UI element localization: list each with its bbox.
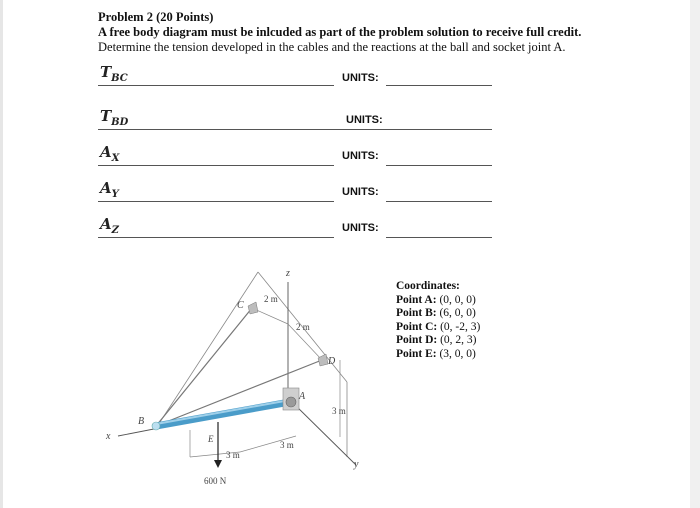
- load-label: 600 N: [204, 476, 227, 486]
- answer-label-ax: $A_X$: [100, 143, 120, 164]
- coordinates-heading: Coordinates:: [396, 280, 460, 292]
- units-label-ay: UNITS:: [342, 186, 379, 198]
- dim-be: 3 m: [226, 450, 240, 460]
- units-label-tbd: UNITS:: [346, 114, 383, 126]
- problem-header: [98, 10, 658, 55]
- anchor-d: [318, 354, 328, 366]
- answer-row-ax: [98, 142, 698, 166]
- problem-instruction: Determine the tension developed in the cables and the reactions at the ball and socket joint A.: [98, 40, 566, 54]
- units-blank-az[interactable]: [386, 237, 492, 238]
- pole-ab-highlight: [156, 400, 290, 424]
- label-e: E: [208, 434, 214, 444]
- coordinate-point-e: Point E: (3, 0, 0): [396, 347, 476, 360]
- answer-blank-tbd[interactable]: [98, 129, 492, 130]
- dim-d-offset: 2 m: [296, 322, 310, 332]
- answer-row-az: [98, 214, 698, 238]
- coordinate-point-a: Point A: (0, 0, 0): [396, 293, 476, 306]
- dim-height: 3 m: [332, 406, 346, 416]
- y-axis: [292, 402, 356, 465]
- units-blank-ax[interactable]: [386, 165, 492, 166]
- answer-row-ay: [98, 178, 698, 202]
- answer-label-az: $A_Z$: [100, 215, 119, 236]
- units-label-ax: UNITS:: [342, 150, 379, 162]
- dim-c-offset: 2 m: [264, 294, 278, 304]
- answer-row-tbd: [98, 106, 698, 130]
- answer-blank-tbc[interactable]: [98, 85, 334, 86]
- z-axis-label: z: [286, 268, 290, 279]
- coordinate-point-d: Point D: (0, 2, 3): [396, 334, 477, 346]
- wall-edge-left: [160, 272, 258, 422]
- problem-title: Problem 2 (20 Points): [98, 10, 214, 24]
- units-label-az: UNITS:: [342, 222, 379, 234]
- answer-row-tbc: [98, 62, 698, 86]
- problem-diagram: [100, 262, 370, 497]
- y-axis-label: y: [354, 459, 359, 470]
- answer-blank-ax[interactable]: [98, 165, 334, 166]
- units-blank-ay[interactable]: [386, 201, 492, 202]
- coordinate-point-b: Point B: (6, 0, 0): [396, 307, 476, 319]
- coordinates-list: [396, 280, 480, 361]
- units-blank-tbc[interactable]: [386, 85, 492, 86]
- dim-ea: 3 m: [280, 440, 294, 450]
- ball-socket-a: [286, 397, 296, 407]
- end-b: [152, 422, 160, 430]
- units-label-tbc: UNITS:: [342, 72, 379, 84]
- label-d: D: [328, 356, 336, 367]
- answer-blank-az[interactable]: [98, 237, 334, 238]
- label-c: C: [237, 300, 244, 311]
- page-edge-left: [0, 0, 3, 508]
- fbd-requirement: A free body diagram must be inlcuded as part of the problem solution to receive full credit.: [98, 25, 582, 39]
- x-axis-label: x: [106, 431, 111, 442]
- answer-label-tbc: $T_{BC}$: [100, 63, 128, 84]
- label-a: A: [299, 391, 306, 402]
- answer-blank-ay[interactable]: [98, 201, 334, 202]
- load-arrow-head: [214, 460, 222, 468]
- label-b: B: [138, 416, 145, 427]
- anchor-c: [248, 302, 258, 314]
- pole-ab: [156, 402, 290, 426]
- coordinate-point-c: Point C: (0, -2, 3): [396, 320, 481, 333]
- answer-label-ay: $A_Y$: [100, 179, 119, 200]
- answer-label-tbd: $T_{BD}$: [100, 107, 129, 128]
